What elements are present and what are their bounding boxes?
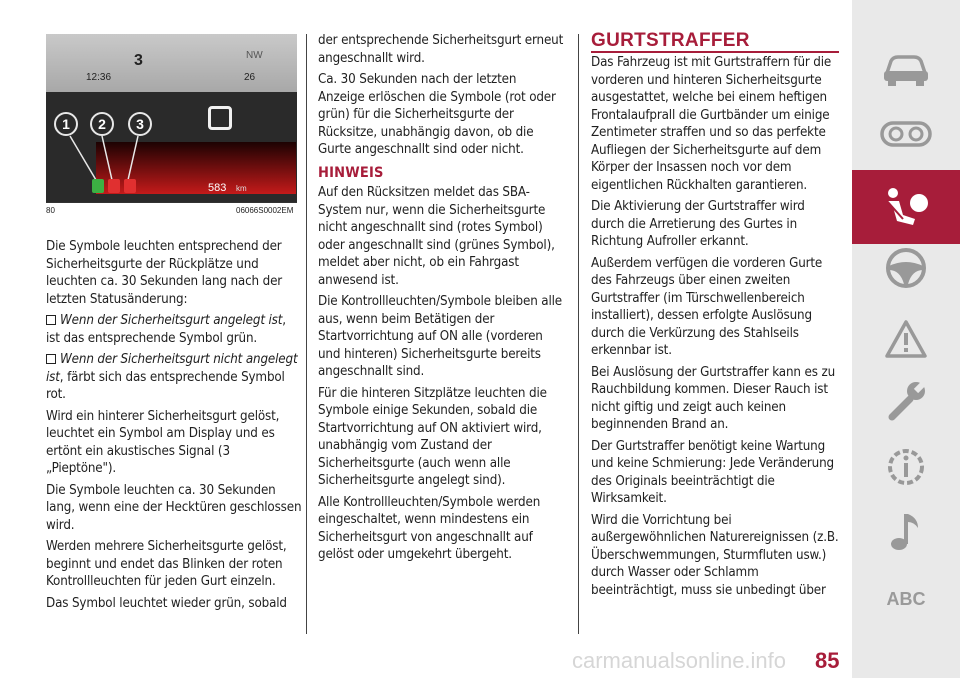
checkbox-bullet-icon [46, 315, 56, 325]
text-column-3 [591, 54, 839, 603]
callout-lines [46, 34, 297, 202]
paragraph: Auf den Rücksitzen meldet das SBA-System nur, wenn die Sicherheitsgurte nicht angeschnallt sind (rotes Symbol) oder angeschnallt sind (grünes Symbol), meldet aber nicht, ob ein Fahrgast anwesend ist. [318, 185, 555, 288]
note-heading: HINWEIS [318, 164, 384, 181]
paragraph: Der Gurtstraffer benötigt keine Wartung und keine Schmierung: Jede Veränderung des Originals beeinträchtigt die Wirksamkeit. [591, 438, 834, 506]
paragraph: Die Kontrollleuchten/Symbole bleiben alle aus, wenn beim Betätigen der Startvorrichtung auf ON alle (vorderen und hinteren) Sicherheitsgurte bereits angeschnallt sind. [318, 294, 563, 379]
info-gear-icon [883, 444, 929, 490]
dashboard-icon [880, 119, 932, 149]
sidebar-item-car[interactable] [852, 32, 960, 106]
column-divider [578, 34, 579, 634]
section-title: GURTSTRAFFER [591, 30, 750, 51]
list-item-emphasis: Wenn der Sicherheitsgurt angelegt ist [60, 313, 283, 328]
paragraph: Außerdem verfügen die vorderen Gurte des Fahrzeugs über einen zweiten Gurtstraffer (im Türschwellenbereich installiert), dessen erfolgte Auslösung durch die Verkürzung des Stahlseils erkennbar ist. [591, 255, 823, 358]
sidebar-item-multimedia[interactable] [852, 494, 960, 568]
seatbelt-red-icon [108, 179, 120, 193]
cluster-gear: 3 [134, 52, 143, 69]
paragraph: Wird die Vorrichtung bei außergewöhnlichen Naturereignissen (z.B. Überschwemmungen, Sturmfluten usw.) durch Wasser oder Schlamm beeinträchtigt, muss sie unbedingt über [591, 512, 839, 598]
checkbox-bullet-icon [46, 354, 56, 364]
list-item-text: , färbt sich das entsprechende Symbol rot. [46, 369, 285, 402]
figure-code: 06066S0002EM [236, 206, 294, 215]
music-note-icon [886, 508, 926, 554]
figure-caption-rule [46, 202, 297, 203]
cluster-odometer: 583 [208, 182, 227, 194]
cluster-nw-label: NW [246, 50, 263, 61]
sidebar-item-driving[interactable] [852, 231, 960, 305]
index-abc-label: ABC [886, 588, 926, 609]
steering-wheel-icon [884, 246, 928, 290]
cluster-time: 12:36 [86, 72, 112, 83]
list-item [46, 351, 302, 404]
column-divider [306, 34, 307, 634]
paragraph: Für die hinteren Sitzplätze leuchten die Symbole einige Sekunden, sobald die Startvorrichtung auf ON aktiviert wird, unabhängig vom Zustand der Sicherheitsgurte (auch wenn alle Sicherheitsgurte angelegt sind). [318, 385, 547, 488]
cluster-temp: 26 [244, 72, 256, 83]
cluster-odometer-unit: km [236, 184, 247, 193]
callout-badge-3: 3 [128, 112, 152, 136]
car-icon [881, 51, 931, 87]
wrench-icon [884, 379, 928, 423]
sidebar-item-service[interactable] [852, 364, 960, 438]
callout-badge-2: 2 [90, 112, 114, 136]
sidebar-item-index[interactable] [852, 562, 960, 636]
seatbelt-red-icon [124, 179, 136, 193]
page-number: 85 [815, 648, 840, 673]
list-item [46, 312, 302, 347]
sidebar-item-technical-data[interactable] [852, 430, 960, 504]
paragraph: Wird ein hinterer Sicherheitsgurt gelöst, leuchtet ein Symbol am Display und es ertönt ein akustisches Signal (3 „Pieptöne"). [46, 408, 280, 476]
chapter-sidebar [852, 0, 960, 678]
sidebar-item-dashboard[interactable] [852, 97, 960, 171]
paragraph: der entsprechende Sicherheitsgurt erneut angeschnallt wird. [318, 33, 564, 66]
section-title-rule [591, 51, 839, 53]
list-item-text: , ist das entsprechende Symbol grün. [46, 313, 286, 346]
paragraph: Alle Kontrollleuchten/Symbole werden eingeschaltet, wenn mindestens ein Sicherheitsgurt von angeschnallt auf gelöst oder umgekehrt übergeht. [318, 494, 541, 562]
paragraph: Die Symbole leuchten entsprechend der Sicherheitsgurte der Rückplätze und leuchten ca. 30 Sekunden lang nach der letzten Statusänderung: [46, 239, 283, 307]
seatbelt-green-icon [92, 179, 104, 193]
callout-badge-1: 1 [54, 112, 78, 136]
paragraph: Die Aktivierung der Gurtstraffer wird durch die Arretierung des Gurtes in Richtung Aufroller erkannt. [591, 199, 805, 249]
list-item-emphasis: Wenn der Sicherheitsgurt nicht angelegt ist [46, 352, 298, 385]
text-column-1 [46, 238, 302, 616]
paragraph: Bei Auslösung der Gurtstraffer kann es zu Rauchbildung kommen. Dieser Rauch ist nicht giftig und zeigt auch keinen beginnenden Brand an. [591, 364, 836, 432]
figure-number: 80 [46, 206, 55, 215]
paragraph: Das Symbol leuchtet wieder grün, sobald [46, 595, 287, 611]
watermark: carmanualsonline.info [572, 648, 787, 673]
text-column-2 [318, 32, 566, 568]
paragraph: Das Fahrzeug ist mit Gurtstraffern für die vorderen und hinteren Sicherheitsgurte ausgestattet, welche bei einem heftigen Frontalaufprall die Gurtbänder um einige Zentimeter straffen und so das perfekte Aufliegen der Sicherheitsgurte auf dem Körper der Insassen noch vor dem eigentlichen Rückhalten garantieren. [591, 55, 832, 193]
paragraph: Ca. 30 Sekunden nach der letzten Anzeige erlöschen die Symbole (rot oder grün) für die Sicherheitsgurte der Rücksitze, unabhängig davon, ob die Gurte angeschnallt sind oder nicht. [318, 72, 556, 157]
paragraph: Die Symbole leuchten ca. 30 Sekunden lang, wenn eine der Hecktüren geschlossen wird. [46, 482, 302, 533]
warning-triangle-icon [884, 319, 928, 359]
instrument-cluster-image [46, 34, 297, 202]
paragraph: Werden mehrere Sicherheitsgurte gelöst, beginnt und endet das Blinken der roten Kontrollleuchten für jeden Gurt einzeln. [46, 539, 287, 589]
seatbelt-airbag-icon [881, 185, 931, 229]
